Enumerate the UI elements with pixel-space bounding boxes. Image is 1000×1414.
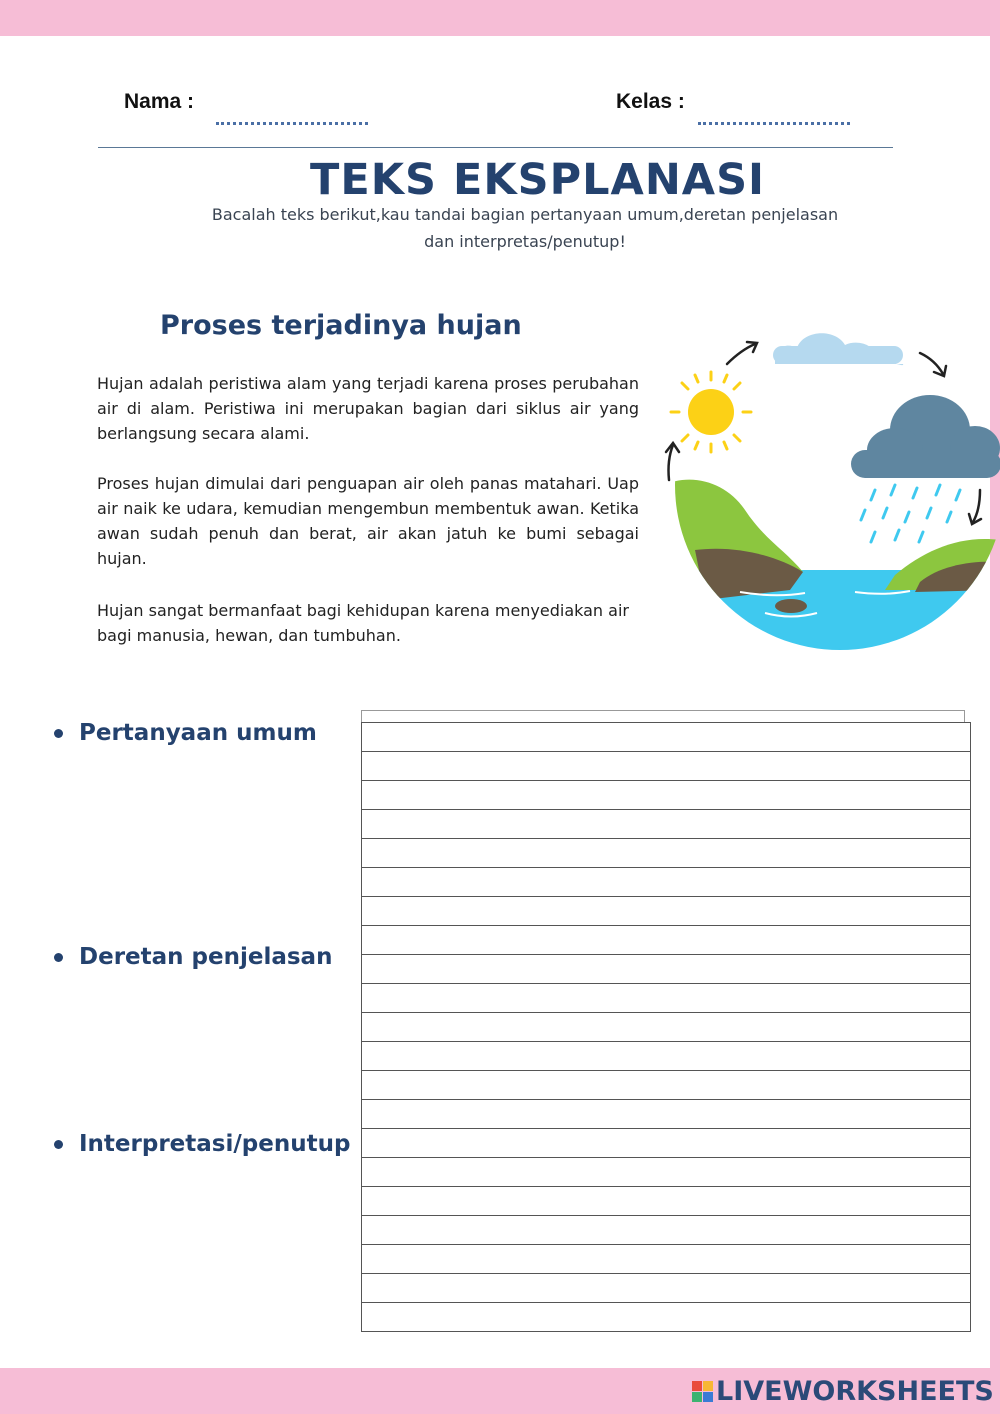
answer-lines-textarea[interactable] xyxy=(361,722,971,1332)
section-interpretation xyxy=(54,1131,350,1157)
paragraph-2: Proses hujan dimulai dari penguapan air oleh panas matahari. Uap air naik ke udara, kemudian mengembun membentuk awan. Ketika awan sudah penuh dan berat, air akan jatuh ke bumi sebagai hujan. xyxy=(97,474,639,568)
class-field[interactable] xyxy=(698,122,850,125)
paragraph-3: Hujan sangat bermanfaat bagi kehidupan karena menyediakan air bagi manusia, hewan, dan tumbuhan. xyxy=(97,601,629,645)
bullet-icon xyxy=(54,1140,63,1149)
article-heading: Proses terjadinya hujan xyxy=(160,310,522,341)
section-label: Pertanyaan umum xyxy=(79,720,317,746)
rain-cloud-icon xyxy=(851,395,1000,478)
rain-drops-icon xyxy=(861,485,960,542)
name-label: Nama : xyxy=(124,90,195,113)
answer-box-top xyxy=(361,710,965,722)
section-explanation-sequence xyxy=(54,944,332,970)
instruction-text: Bacalah teks berikut,kau tandai bagian pertanyaan umum,deretan penjelasan dan interpretas/penutup! xyxy=(211,205,839,251)
section-label: Deretan penjelasan xyxy=(79,944,333,970)
header-divider xyxy=(98,147,893,148)
rock-icon xyxy=(775,599,807,613)
water-cycle-illustration xyxy=(655,300,1000,655)
section-label: Interpretasi/penutup xyxy=(79,1131,351,1157)
bullet-icon xyxy=(54,729,63,738)
paragraph-1: Hujan adalah peristiwa alam yang terjadi karena proses perubahan air di alam. Peristiwa ini merupakan bagian dari siklus air yang berlangsung secara alami. xyxy=(97,374,639,443)
bullet-icon xyxy=(54,953,63,962)
liveworksheets-logo xyxy=(692,1376,994,1407)
sun-icon xyxy=(671,372,751,452)
logo-grid-icon xyxy=(692,1381,713,1402)
page-title: TEKS EKSPLANASI xyxy=(310,155,766,205)
logo-text: LIVEWORKSHEETS xyxy=(716,1376,994,1407)
section-general-question xyxy=(54,720,317,746)
class-label: Kelas : xyxy=(616,90,685,113)
name-field[interactable] xyxy=(216,122,368,125)
